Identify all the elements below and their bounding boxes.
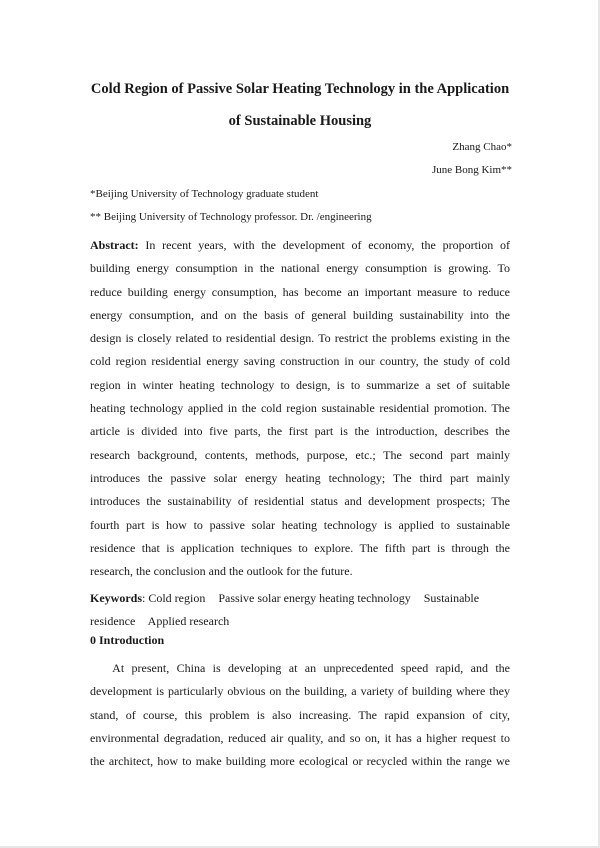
abstract-label: Abstract: [90, 238, 139, 252]
keyword: Sustainable [423, 591, 480, 605]
abstract-line: research background, contents, methods, purpose, etc.; The second part mainly [90, 447, 510, 462]
abstract-line: research, the conclusion and the outlook for the future. [90, 564, 353, 579]
author-1: Zhang Chao* [452, 141, 512, 153]
keywords-line [90, 610, 510, 633]
intro-line: development is particularly obvious on the building, a variety of building where they [90, 684, 510, 699]
affiliation-2: ** Beijing University of Technology professor. Dr. /engineering [90, 211, 372, 223]
keywords-label: Keywords [90, 591, 142, 605]
intro-line: At present, China is developing at an unprecedented speed rapid, and the [112, 661, 510, 675]
introduction-paragraph [90, 657, 510, 773]
section-heading: 0 Introduction [90, 633, 165, 647]
affiliation-1: *Beijing University of Technology graduate student [90, 188, 319, 200]
keyword: Cold region [148, 591, 206, 605]
keywords [90, 587, 510, 634]
keyword: Applied research [147, 614, 230, 629]
author-2: June Bong Kim** [431, 164, 512, 176]
keywords-line: Keywords: Cold region Passive solar energy heating technology Sustainable [90, 591, 480, 605]
paper-title-line-1: Cold Region of Passive Solar Heating Technology in the Application [90, 81, 510, 97]
intro-line: stand, of course, this problem is also increasing. The rapid expansion of city, [90, 707, 510, 722]
intro-line: environmental degradation, reduced air quality, and so on, it has a higher request to [90, 730, 510, 745]
abstract-line: heating technology applied in the cold region sustainable residential promotion. The [90, 401, 510, 416]
abstract-line: introduces the passive solar energy heating technology; The third part mainly [90, 470, 510, 485]
keyword: residence [90, 614, 136, 629]
paper-title-line-2: of Sustainable Housing [228, 113, 372, 129]
keyword: Passive solar energy heating technology [218, 591, 411, 605]
abstract-line: building energy consumption in the national energy consumption is growing. To [90, 261, 510, 276]
abstract-line: fourth part is how to passive solar heating technology is applied to sustainable [90, 517, 510, 532]
intro-line: the architect, how to make building more ecological or recycled within the range we [90, 754, 510, 769]
abstract-line: reduce building energy consumption, has become an important measure to reduce [90, 284, 510, 299]
abstract-line: design is closely related to residential design. To restrict the problems existing in the [90, 331, 510, 346]
abstract-line: region in winter heating technology to design, is to summarize a set of suitable [90, 377, 510, 392]
abstract-line: residence that is application techniques to explore. The fifth part is through the [90, 540, 510, 555]
abstract-line: introduces the sustainability of residential status and development prospects; The [90, 494, 510, 509]
abstract-line: article is divided into five parts, the first part is the introduction, describes the [90, 424, 510, 439]
abstract-line: Abstract: In recent years, with the development of economy, the proportion of [90, 238, 510, 252]
abstract [90, 234, 510, 583]
abstract-line: energy consumption, and on the basis of general building sustainability into the [90, 307, 510, 322]
abstract-line: cold region residential energy saving construction in our country, the study of cold [90, 354, 510, 369]
